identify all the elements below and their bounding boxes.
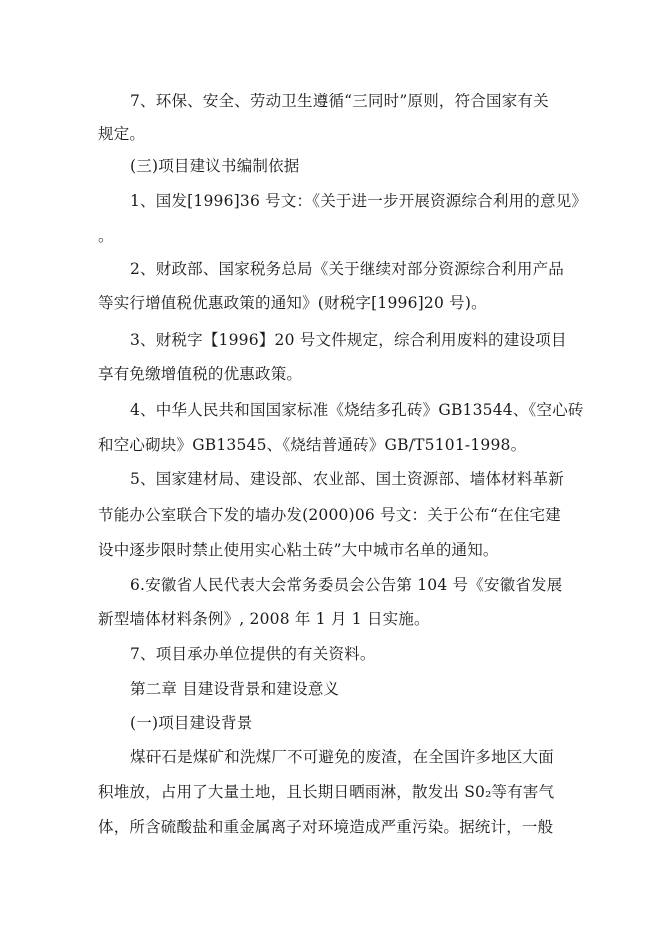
text-line: 和空心砌块》GB13545、《烧结普通砖》GB/T5101-1998。 <box>98 436 527 454</box>
text-line: 体，所含硫酸盐和重金属离子对环境造成严重污染。据统计，一般 <box>98 818 554 836</box>
section-heading: (三)项目建议书编制依据 <box>130 157 300 175</box>
text-line: 6.安徽省人民代表大会常务委员会公告第 104 号《安徽省发展 <box>130 576 563 594</box>
text-line: 7、环保、安全、劳动卫生遵循“三同时”原则，符合国家有关 <box>130 92 549 110</box>
text-line: 享有免缴增值税的优惠政策。 <box>98 365 303 383</box>
text-line: 2、财政部、国家税务总局《关于继续对部分资源综合利用产品 <box>130 260 564 278</box>
text-line: 。 <box>98 227 114 245</box>
chapter-heading: 第二章 目建设背景和建设意义 <box>130 680 340 698</box>
text-line: 规定。 <box>98 125 146 143</box>
section-heading: (一)项目建设背景 <box>130 714 253 732</box>
text-line: 5、国家建材局、建设部、农业部、国土资源部、墙体材料革新 <box>130 470 564 488</box>
text-line: 新型墙体材料条例》, 2008 年 1 月 1 日实施。 <box>98 610 430 628</box>
text-line: 4、中华人民共和国国家标准《烧结多孔砖》GB13544、《空心砖 <box>130 401 584 419</box>
text-line: 积堆放，占用了大量土地，且长期日晒雨淋，散发出 S0₂等有害气 <box>98 783 555 801</box>
text-line: 1、国发[1996]36 号文：《关于进一步开展资源综合利用的意见》 <box>130 192 588 210</box>
text-line: 3、财税字【1996】20 号文件规定，综合利用废料的建设项目 <box>130 331 567 349</box>
text-line: 煤矸石是煤矿和洗煤厂不可避免的废渣，在全国许多地区大面 <box>130 748 554 766</box>
text-line: 7、项目承办单位提供的有关资料。 <box>130 645 376 663</box>
text-line: 节能办公室联合下发的墙办发(2000)06 号文：关于公布“在住宅建 <box>98 506 561 524</box>
text-line: 等实行增值税优惠政策的通知》(财税字[1996]20 号)。 <box>98 294 487 312</box>
text-line: 设中逐步限时禁止使用实心粘土砖”大中城市名单的通知。 <box>98 541 499 559</box>
